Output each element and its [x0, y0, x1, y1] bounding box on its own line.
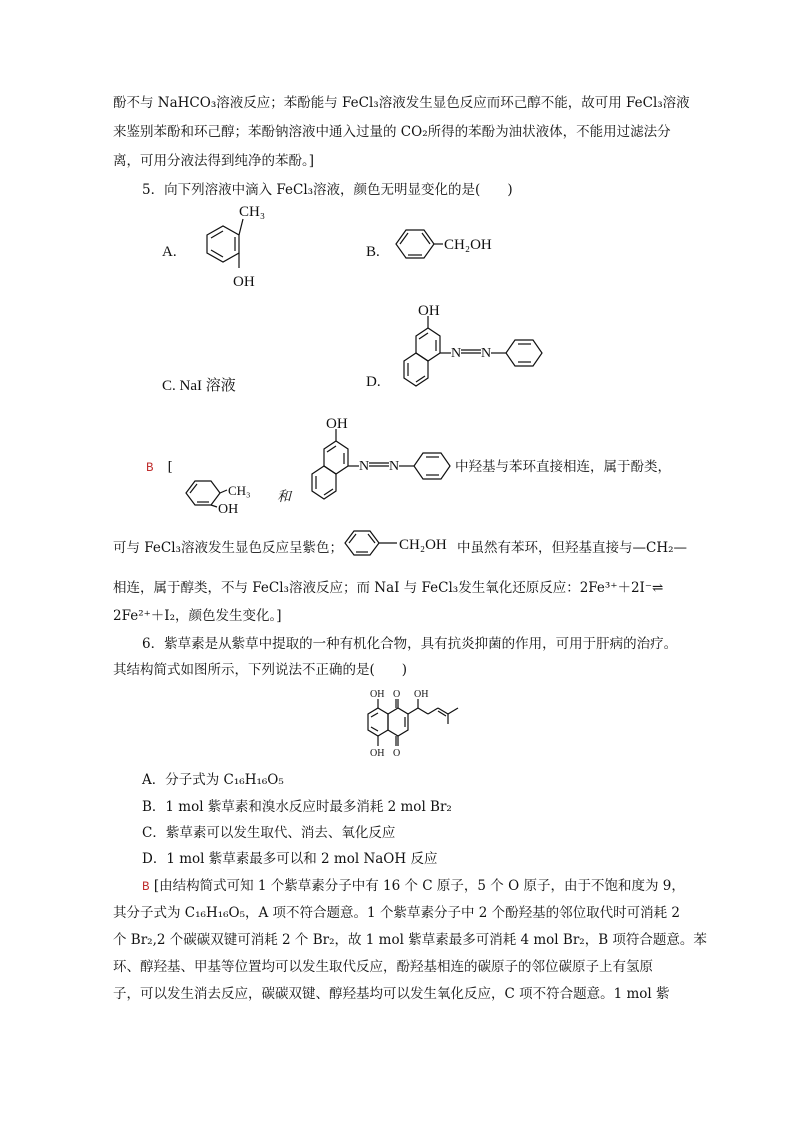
benzyl-alcohol-structure [393, 225, 503, 275]
ch3-label: CH₃ [228, 483, 251, 498]
text-line: 来鉴别苯酚和环己醇；苯酚钠溶液中通入过量的 CO₂所得的苯酚为油状液体，不能用过滤法分 [113, 124, 671, 140]
bracket: [ [167, 460, 173, 475]
q5-option-a-label: A. [162, 244, 177, 260]
o-cresol-structure [185, 204, 275, 298]
q5-option-b-label: B. [366, 244, 380, 260]
n-label: N [481, 346, 492, 361]
o-label: O [393, 748, 401, 759]
oh-label: OH [370, 689, 385, 700]
oh-label: OH [418, 303, 440, 319]
and-word: 和 [277, 489, 291, 505]
answer-letter: B [146, 461, 154, 475]
n-label: N [389, 459, 400, 474]
q6-option-a: A．分子式为 C₁₆H₁₆O₅ [142, 772, 284, 788]
q5-option-d-label: D. [366, 374, 381, 390]
text-line: 相连，属于醇类，不与 FeCl₃溶液反应；而 NaI 与 FeCl₃发生氧化还原反应：2Fe³⁺＋2I⁻⇌ [113, 580, 664, 596]
text-line: 酚不与 NaHCO₃溶液反应；苯酚能与 FeCl₃溶液发生显色反应而环己醇不能，故可用 FeCl₃溶液 [113, 95, 690, 111]
ch2oh-label: CH₂OH [444, 237, 492, 253]
oh-label: OH [233, 274, 255, 290]
ch3-label: CH₃ [239, 204, 266, 220]
q5-option-c-label: C. NaI 溶液 [162, 378, 236, 394]
text-line: 子，可以发生消去反应，碳碳双键、醇羟基均可以发生氧化反应，C 项不符合题意。1 mol 紫 [113, 986, 670, 1002]
text-line: 其分子式为 C₁₆H₁₆O₅，A 项不符合题意。1 个紫草素分子中 2 个酚羟基的邻位取代时可消耗 2 [113, 905, 680, 921]
benzyl-alcohol-structure-explanation [342, 528, 457, 568]
question-6-stem: 其结构简式如图所示，下列说法不正确的是( ) [113, 662, 408, 678]
q6-option-c: C．紫草素可以发生取代、消去、氧化反应 [142, 825, 396, 841]
n-label: N [451, 346, 462, 361]
oh-label: OH [218, 502, 239, 517]
text-line: 离，可用分液法得到纯净的苯酚。] [113, 153, 315, 169]
o-label: O [393, 689, 401, 700]
text-line: 个 Br₂,2 个碳碳双键可消耗 2 个 Br₂，故 1 mol 紫草素最多可消耗 4 mol Br₂，B 项符合题意。苯 [113, 932, 707, 948]
question-6-stem: 6．紫草素是从紫草中提取的一种有机化合物，具有抗炎抑菌的作用，可用于肝病的治疗。 [142, 636, 678, 652]
ch2oh-label: CH₂OH [399, 537, 447, 553]
answer-letter: B [142, 880, 150, 894]
oh-label: OH [370, 748, 385, 759]
question-5-stem: 5．向下列溶液中滴入 FeCl₃溶液，颜色无明显变化的是( ) [142, 182, 513, 198]
text-line: 环、醇羟基、甲基等位置均可以发生取代反应，酚羟基相连的碳原子的邻位碳原子上有氢原 [113, 959, 653, 975]
q6-option-d: D．1 mol 紫草素最多可以和 2 mol NaOH 反应 [142, 851, 438, 867]
text-line: 2Fe²⁺＋I₂，颜色发生变化。] [113, 608, 282, 624]
text-line: 可与 FeCl₃溶液发生显色反应呈紫色； [113, 540, 343, 556]
q6-option-b: B．1 mol 紫草素和溴水反应时最多消耗 2 mol Br₂ [142, 799, 452, 815]
o-cresol-structure-explanation [183, 476, 273, 521]
q6-explanation-line-1 [142, 876, 685, 897]
sudan-dye-structure-explanation [296, 413, 461, 518]
oh-label: OH [414, 689, 429, 700]
sudan-dye-structure [388, 300, 558, 405]
text-line: 中虽然有苯环，但羟基直接与—CH₂— [457, 540, 688, 556]
text-line: [由结构简式可知 1 个紫草素分子中有 16 个 C 原子，5 个 O 原子，由于不饱和度为 9， [153, 878, 685, 894]
n-label: N [359, 459, 370, 474]
shikonin-structure [350, 686, 465, 776]
answer-badge [146, 458, 173, 478]
text-line: 中羟基与苯环直接相连，属于酚类， [455, 459, 671, 475]
oh-label: OH [326, 416, 348, 432]
